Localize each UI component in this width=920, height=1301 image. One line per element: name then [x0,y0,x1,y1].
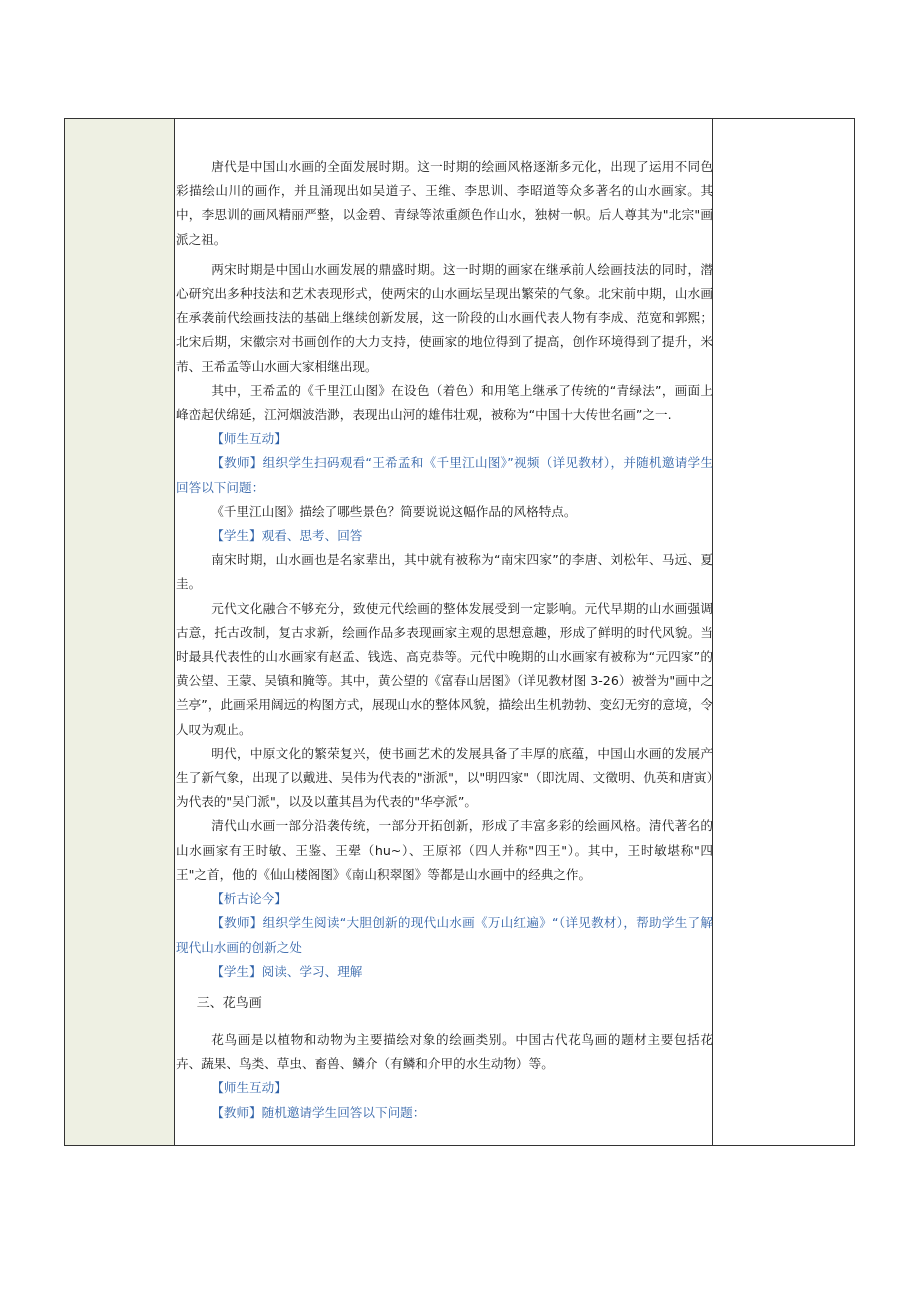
section-heading: 三、花鸟画 [196,995,262,1011]
left-column [65,119,175,1145]
paragraph-yuan: 元代文化融合不够充分，致使元代绘画的整体发展受到一定影响。元代早期的山水画强调古意，托古改制，复古求新，绘画作品多表现画家主观的思想意趣，形成了鲜明的时代风貌。当时最具代表性的山水画家有赵孟、钱选、高克恭等。元代中晚期的山水画家有被称为“元四家”的黄公望、王蒙、吴镇和腌等。其中，黄公望的《富春山居图》（详见教材图 3-26）被誉为"画中之兰亭”，此画采用阔远的构图方式，展现山水的整体风貌，描绘出生机勃勃、变幻无穷的意境，令人叹为观止。 [176,600,713,737]
question-text: 《千里江山图》描绘了哪些景色？简要说说这幅作品的风格特点。 [211,503,577,519]
interaction-tag: 【师生互动】 [211,431,287,447]
paragraph-wang: 其中，王希孟的《千里江山图》在设色（着色）和用笔上继承了传统的“青绿法”，画面上峰峦起伏绵延，江河烟波浩渺，表现出山河的雄伟壮观，被称为“中国十大传世名画”之一. [176,382,713,423]
paragraph-nansong: 南宋时期，山水画也是名家辈出，其中就有被称为“南宋四家”的李唐、刘松年、马远、夏圭。 [176,552,713,592]
analysis-tag: 【析古论今】 [211,891,287,907]
paragraph-huaniao: 花鸟画是以植物和动物为主要描绘对象的绘画类别。中国古代花鸟画的题材主要包括花卉、蔬果、鸟类、草虫、畜兽、鳞介（有鳞和介甲的水生动物）等。 [176,1031,713,1072]
student-response-2: 【学生】阅读、学习、理解 [211,963,363,979]
interaction-tag-2: 【师生互动】 [211,1080,287,1096]
paragraph-qing: 清代山水画一部分沿袭传统，一部分开拓创新，形成了丰富多彩的绘画风格。清代著名的山水画家有王时敏、王鉴、王翚（hu~）、王原祁（四人并称"四王"）。其中，王时敏堪称"四王"之首，他的《仙山楼阁图》《南山积翠图》等都是山水画中的经典之作。 [176,818,713,882]
paragraph-tang: 唐代是中国山水画的全面发展时期。这一时期的绘画风格逐渐多元化，出现了运用不同色彩描绘山川的画作，并且涌现出如吴道子、王维、李思训、李昭道等众多著名的山水画家。其中，李思训的画风精丽严整，以金碧、青绿等浓重颜色作山水，独树一帜。后人尊其为"北宗"画派之祖。 [176,159,713,247]
lesson-table [64,118,855,1146]
paragraph-song: 两宋时期是中国山水画发展的鼎盛时期。这一时期的画家在继承前人绘画技法的同时，潜心研究出多种技法和艺术表现形式，使两宋的山水画坛呈现出繁荣的气象。北宋前中期，山水画在承袭前代绘画技法的基础上继续创新发展，这一阶段的山水画代表人物有李成、范宽和郭熙；北宋后期，宋徽宗对书画创作的大力支持，使画家的地位得到了提高，创作环境得到了提升，米芾、王希孟等山水画大家相继出现。 [176,261,713,374]
content-cell [176,155,713,1125]
paragraph-ming: 明代，中原文化的繁荣复兴，使书画艺术的发展具备了丰厚的底蕴，中国山水画的发展产生了新气象，出现了以戴进、吴伟为代表的"浙派"，以"明四家"（即沈周、文徵明、仇英和唐寅）为代表的"吴门派"，以及以董其昌为代表的"华亭派”。 [176,745,713,810]
student-response: 【学生】观看、思考、回答 [211,528,363,544]
right-column [712,119,854,1145]
teacher-instruction-3: 【教师】随机邀请学生回答以下问题： [211,1104,426,1120]
teacher-instruction-2: 【教师】组织学生阅读“大胆创新的现代山水画《万山红遍》“（详见教材），帮助学生了解现代山水画的创新之处 [176,915,713,955]
teacher-instruction: 【教师】组织学生扫码观看“王希孟和《千里江山图》”视频（详见教材），并随机邀请学生回答以下问题： [176,455,713,495]
